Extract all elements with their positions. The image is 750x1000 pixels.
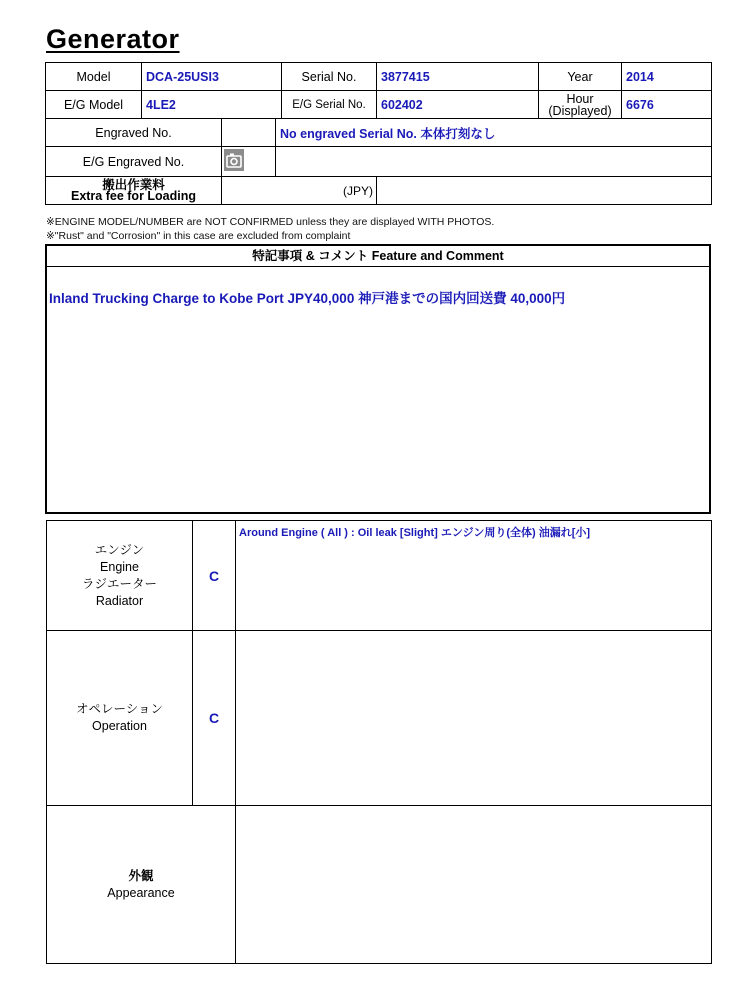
operation-label — [47, 631, 193, 806]
eg-engraved-label: E/G Engraved No. — [46, 147, 222, 177]
appearance-comment — [236, 806, 712, 964]
spec-row-eg-engraved — [46, 147, 712, 177]
radiator-label-jp: ラジエーター — [81, 576, 157, 591]
engraved-label: Engraved No. — [46, 119, 222, 147]
extra-fee-value — [377, 177, 712, 205]
extra-fee-label-jp: 搬出作業料 — [102, 177, 165, 192]
serial-value: 3877415 — [377, 63, 539, 91]
engraved-value: No engraved Serial No. 本体打刻なし — [276, 119, 712, 147]
eg-serial-value: 602402 — [377, 91, 539, 119]
eg-model-value: 4LE2 — [142, 91, 282, 119]
model-value: DCA-25USI3 — [142, 63, 282, 91]
feature-text: Inland Trucking Charge to Kobe Port JPY40,000 神戸港までの国内回送費 40,000円 — [49, 291, 566, 306]
hour-value: 6676 — [622, 91, 712, 119]
engine-label — [47, 521, 193, 631]
appearance-label — [47, 806, 236, 964]
engine-grade: C — [193, 521, 236, 631]
feature-header: 特記事項 & コメント Feature and Comment — [47, 246, 709, 267]
hour-label-line2: (Displayed) — [548, 103, 612, 118]
eg-serial-label: E/G Serial No. — [282, 91, 377, 119]
extra-fee-label — [46, 177, 222, 205]
spec-row-model — [46, 63, 712, 91]
radiator-label-en: Radiator — [95, 593, 144, 608]
camera-icon[interactable] — [224, 149, 244, 171]
appearance-label-jp: 外観 — [128, 868, 154, 883]
inspection-row-operation — [47, 631, 712, 806]
spec-row-eg-model — [46, 91, 712, 119]
inspection-table — [46, 520, 712, 964]
page-title: Generator — [46, 24, 180, 54]
engine-label-en: Engine — [100, 559, 139, 574]
serial-label: Serial No. — [282, 63, 377, 91]
note-rust: ※"Rust" and "Corrosion" in this case are excluded from complaint — [46, 230, 351, 242]
spec-table — [45, 62, 712, 205]
engine-comment: Around Engine ( All ) : Oil leak [Slight] エンジン周り(全体) 油漏れ[小] — [236, 521, 712, 631]
operation-comment — [236, 631, 712, 806]
extra-fee-currency: (JPY) — [222, 177, 377, 205]
feature-comment-box — [45, 244, 711, 514]
inspection-row-appearance — [47, 806, 712, 964]
operation-label-en: Operation — [92, 719, 147, 733]
eg-engraved-photo[interactable] — [222, 147, 276, 177]
eg-engraved-value — [276, 147, 712, 177]
year-label: Year — [539, 63, 622, 91]
inspection-row-engine — [47, 521, 712, 631]
appearance-label-en: Appearance — [107, 885, 175, 900]
note-engine-confirm: ※ENGINE MODEL/NUMBER are NOT CONFIRMED unless they are displayed WITH PHOTOS. — [46, 216, 495, 228]
spec-row-extra-fee — [46, 177, 712, 205]
year-value: 2014 — [622, 63, 712, 91]
spec-row-engraved — [46, 119, 712, 147]
operation-grade: C — [193, 631, 236, 806]
engine-label-jp: エンジン — [94, 542, 145, 557]
model-label: Model — [46, 63, 142, 91]
engraved-blank — [222, 119, 276, 147]
operation-label-jp: オペレーション — [75, 702, 163, 716]
hour-label-line1: Hour — [566, 91, 594, 106]
hour-label — [539, 91, 622, 119]
eg-model-label: E/G Model — [46, 91, 142, 119]
extra-fee-label-en: Extra fee for Loading — [70, 188, 197, 203]
